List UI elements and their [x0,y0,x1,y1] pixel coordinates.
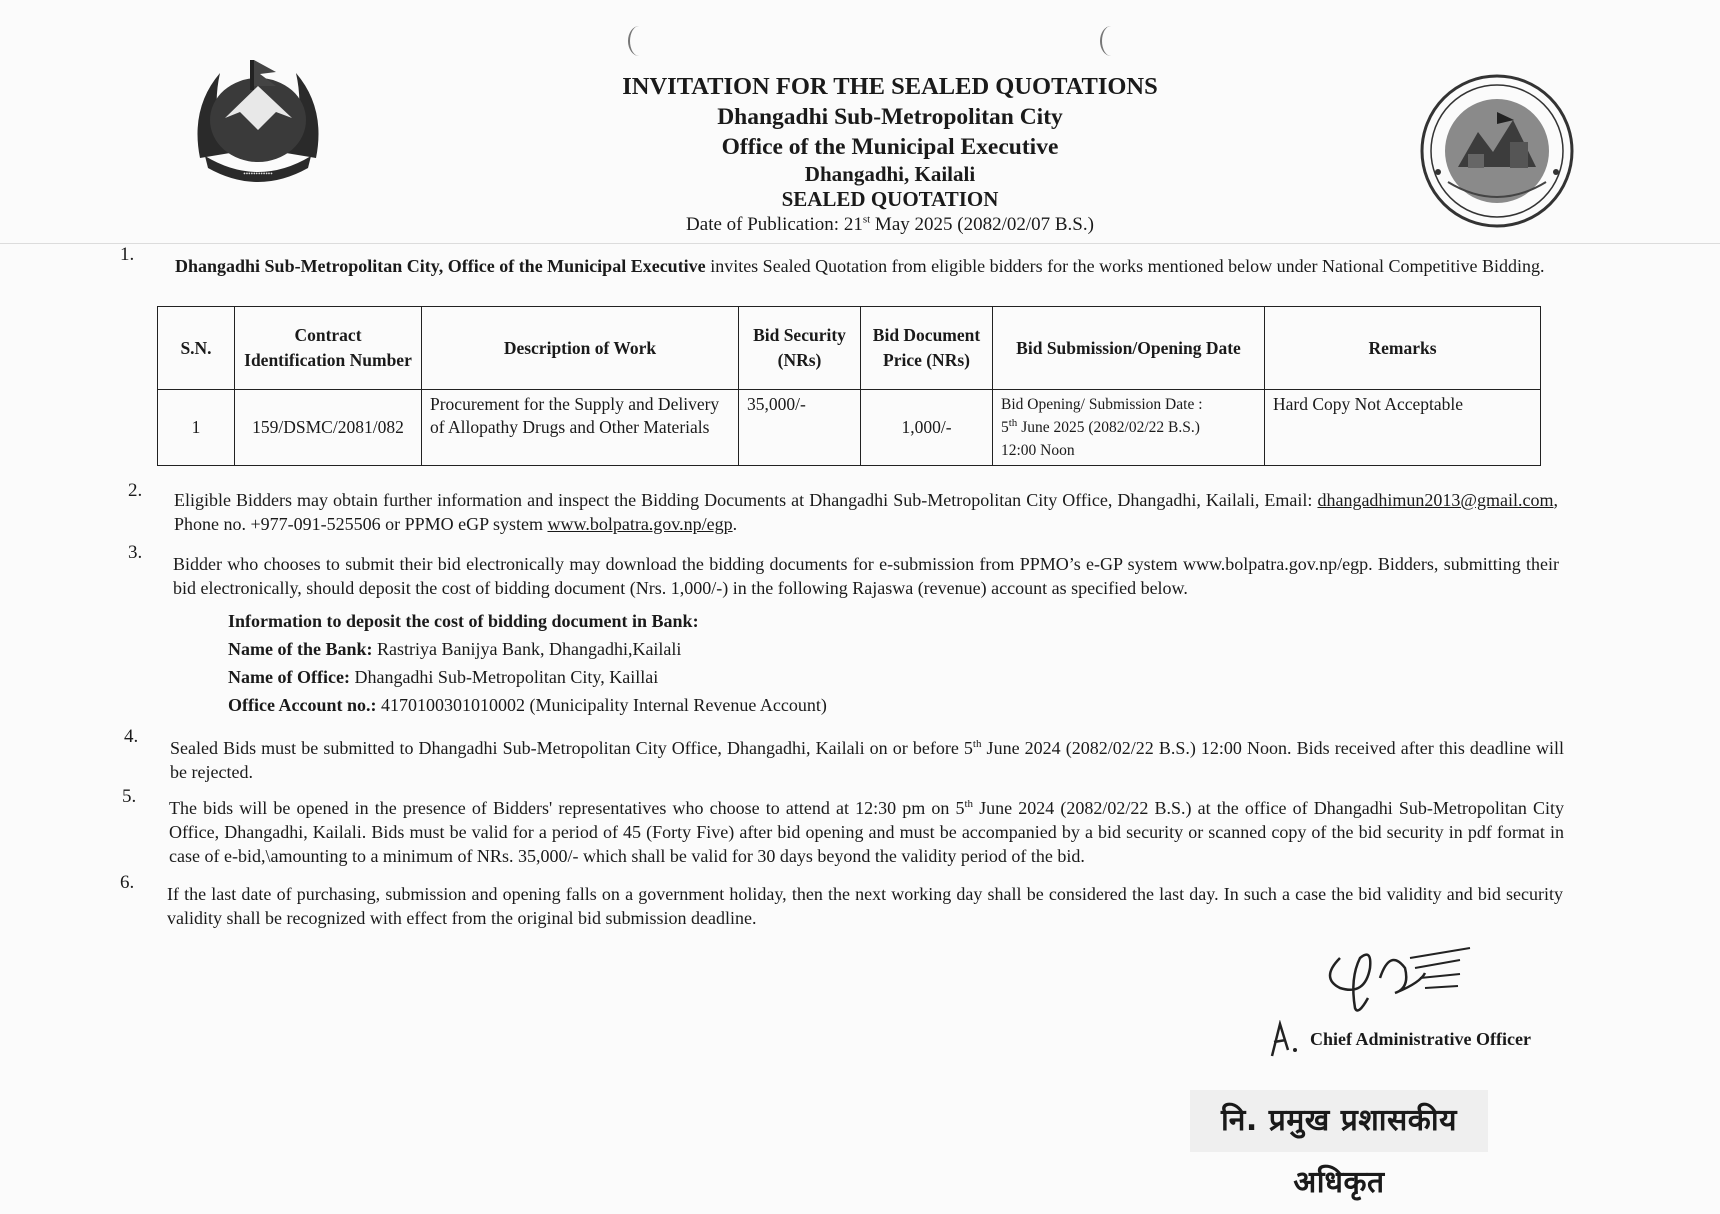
clause-4-text: Sealed Bids must be submitted to Dhangadhi Sub-Metropolitan City Office, Dhangadhi, Kailali on or before 5 [170,738,973,758]
clause-3: Bidder who chooses to submit their bid electronically may download the bidding documents for e-submission from PPMO’s e-GP system www.bolpatra.gov.np/egp. Bidders, submitting their bid electronically, should deposit the cost of bidding document (Nrs. 1,000/-) in the following Rajaswa (revenue) account as specified below. [173,554,1559,598]
item-number: 3. [128,542,143,563]
office-name: Office of the Municipal Executive [721,134,1059,160]
cell-sn: 1 [158,390,235,466]
clause-4 [170,736,1564,784]
clause-5-text-b: June 2024 (2082/02/22 B.S.) at the office of Dhangadhi Sub-Metropolitan City Office, Dhangadhi, Kailali. Bids must be valid for a period of 45 (Forty Five) after bid opening and must be accompanied by a bid security or scanned copy of the bid security in pdf format in case of e-bid,\amounting to a minimum of NRs. 35,000/- which shall be valid for 30 days beyond the validity period of the bid. [169,798,1564,866]
clause-4-suffix: th [972,738,982,750]
cell-bid-security: 35,000/- [739,390,861,466]
cell-remarks: Hard Copy Not Acceptable [1265,390,1541,466]
date-suffix: st [862,213,871,226]
date-line-1: Bid Opening/ Submission Date : [1001,396,1203,413]
punch-hole-mark [1100,26,1122,56]
clause-5-text: The bids will be opened in the presence of Bidders' representatives who choose to attend at 12:30 pm on 5 [169,798,965,818]
item-number: 4. [124,726,139,747]
account-value: 4170100301010002 (Municipality Internal Revenue Account) [376,695,827,715]
designation-stamp: नि. प्रमुख प्रशासकीय अधिकृत [1190,1090,1488,1152]
clause-2-text-c: . [732,514,738,534]
item-number: 2. [128,480,143,501]
punch-hole-mark [628,26,650,56]
email-link[interactable]: dhangadhimun2013@gmail.com [1317,490,1554,510]
document-title: INVITATION FOR THE SEALED QUOTATIONS [622,73,1158,100]
clause-2 [174,488,1558,536]
bank-info-heading: Information to deposit the cost of bidding document in Bank: [228,611,699,631]
svg-text:••••••••••••: •••••••••••• [243,170,273,178]
clause-2-text-b: , Phone no. +977-091-525506 or PPMO eGP system [174,490,1558,534]
office-name-line [228,663,827,691]
clause-1-bold: Dhangadhi Sub-Metropolitan City, Office of the Municipal Executive [175,256,706,276]
cell-submission-date [993,390,1265,466]
nepal-emblem-icon [180,48,336,188]
city-name: Dhangadhi Sub-Metropolitan City [717,104,1063,130]
clause-1-text: invites Sealed Quotation from eligible bidders for the works mentioned below under National Competitive Bidding. [705,256,1545,276]
clause-2-text: Eligible Bidders may obtain further information and inspect the Bidding Documents at Dhangadhi Sub-Metropolitan City Office, Dhangadhi, Kailali, Email: [174,490,1318,510]
bank-name-label: Name of the Bank: [228,639,373,659]
egp-link[interactable]: www.bolpatra.gov.np/egp [547,514,733,534]
scan-fold-line [0,243,1720,244]
initial-mark [1268,1020,1302,1060]
bank-name-line [228,635,827,663]
clause-4-text-b: June 2024 (2082/02/22 B.S.) 12:00 Noon. Bids received after this deadline will be rejected. [170,738,1564,782]
bank-info [228,607,827,719]
item-number: 1. [120,244,135,265]
clause-5 [169,796,1564,868]
account-line [228,691,827,719]
col-sn: S.N. [158,307,235,390]
date-value: May 2025 (2082/02/07 B.S.) [870,214,1094,235]
col-submission-date: Bid Submission/Opening Date [993,307,1265,390]
col-description: Description of Work [422,307,739,390]
document-header [520,72,1260,238]
cell-contract-id: 159/DSMC/2081/082 [235,390,422,466]
office-location: Dhangadhi, Kailali [804,162,976,186]
col-remarks: Remarks [1265,307,1541,390]
col-document-price: Bid Document Price (NRs) [861,307,993,390]
item-number: 5. [122,786,137,807]
cell-description: Procurement for the Supply and Delivery of Allopathy Drugs and Other Materials [422,390,739,466]
date-line-2 [1001,416,1256,439]
office-name-value: Dhangadhi Sub-Metropolitan City, Kaillai [349,667,659,687]
date-label: Date of Publication: 21 [686,214,863,235]
date-line-3: 12:00 Noon [1001,442,1075,459]
date-day-suffix: th [1008,416,1018,429]
cell-document-price: 1,000/- [861,390,993,466]
account-label: Office Account no.: [228,695,377,715]
clause-6: If the last date of purchasing, submission and opening falls on a government holiday, then the next working day shall be considered the last day. In such a case the bid validity and bid security validity shall be recognized with effect from the original bid submission deadline. [167,884,1563,928]
bid-table [157,306,1541,466]
handwritten-signature [1310,938,1480,1018]
signatory-title: Chief Administrative Officer [1310,1029,1531,1049]
table-header-row [158,307,1541,390]
clause-5-suffix: th [964,798,974,810]
bank-name-value: Rastriya Banijya Bank, Dhangadhi,Kailali [372,639,682,659]
table-row [158,390,1541,466]
clause-1 [175,254,1567,278]
col-bid-security: Bid Security (NRs) [739,307,861,390]
date-day: 5 [1001,419,1009,436]
municipality-seal-icon [1418,72,1576,230]
office-name-label: Name of Office: [228,667,350,687]
document-subtitle: SEALED QUOTATION [781,187,999,211]
publication-date [520,212,1260,238]
date-rest: June 2025 (2082/02/22 B.S.) [1017,419,1200,436]
col-contract-id: Contract Identification Number [235,307,422,390]
item-number: 6. [120,872,135,893]
